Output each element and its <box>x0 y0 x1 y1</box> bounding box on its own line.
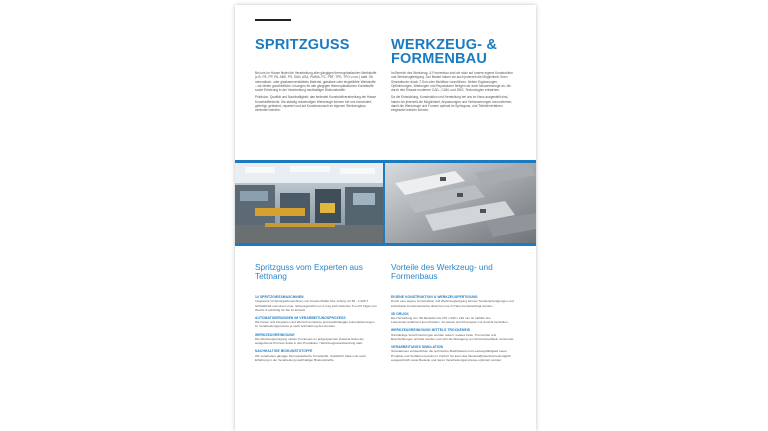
top-accent-bar <box>255 19 291 21</box>
spritzguss-intro-p2: Präzision, Qualität und Nachhaltigkeit: das bedeutet Kunststoffverarbeitung bei Hasse Kunststofftechnik. Die ständig notwendigen Werkzeuge können bei uns konstruiert, gefertigt, geändert, repariert und auf Kundenwunsch im eigenen Werkzeugbau verändert werden. <box>255 95 376 113</box>
section-body: Insgesamt 14 Spritzgießmaschinen von Krauss Maffei bzw. Arburg mit 50 - 1.000 T Schließkraft und einem max. Schussgewicht von 2,4 kg sind zwischen 5 und 6 Tagen pro Woche 3-schichtig für Sie im Einsatz. <box>255 299 377 312</box>
factory-hall-illustration <box>235 163 383 243</box>
section-body: Simulationen verdeutlichen die technische Machbarkeit und Leistungsfähigkeit neuer Produkte und Verfahren bereits im Vorfeld. So kann das Werkstoffpotenzial bestmöglich ausgeschöpft sowie Bauteile und deren Verarbeitungsprozesse optimiert werden. <box>391 349 511 362</box>
section-title: WERKZEUGREINIGUNG MITTELS TROCKENEIS <box>391 328 471 333</box>
section-block <box>255 349 377 362</box>
section-block <box>391 295 515 308</box>
werkzeugbau-intro <box>391 71 515 113</box>
spritzguss-intro-p1: Bei uns im Hause findet die Verarbeitung aller gängigen thermoplastischen Werkstoffe (z.B. PE, PP, PA, ABS, PS, SAN, ASA, PMMA, PC, PBT, TPE, TPO u.v.m.) statt. Ob mineralisch- oder glasfaserverstärktes Material, glasklare oder eingefärbte Werkstoffe – wir bieten ganzheitliche Lösungen für alle gängigen thermoplastischen Kunststoffe sowie Erfahrung in der Verarbeitung nachhaltiger Biokunststoffe. <box>255 71 377 93</box>
section-block <box>255 333 377 346</box>
section-body: Wir verarbeiten gängige thermoplastische Kunststoffe. Zusätzlich haben wir auch Erfahrung in der Verarbeitung nachhaltiger Biokunststoffe. <box>255 353 366 362</box>
section-body: Durch eine eigene Konstruktion und Werkzeugfertigung können Sonderanfertigungen und individuelle Kundenwünsche direkt bei uns im Haus berücksichtigt werden. <box>391 299 514 308</box>
section-title: WERKZEUGREINIGUNG <box>255 332 295 337</box>
werkzeugbau-heading-line1: WERKZEUG- & <box>391 37 498 53</box>
section-body: Wir bauen und integrieren auf Wunsch komplexe prozessabhängige Automatisierungen im Verarbeitungsprozess je nach Anforderung des Kunden. <box>255 320 375 329</box>
section-block <box>255 295 377 312</box>
section-block <box>391 328 515 341</box>
factory-hall-photo <box>235 160 383 246</box>
spritzguss-subtitle: Spritzguss vom Experten aus Tettnang <box>255 262 363 281</box>
section-block <box>391 312 515 325</box>
section-body: Die Werkzeugreinigung mittels Trockeneis im aufgespannten Zustand findet als weitgehende Prozess direkt in den Produktion / Werkzeuginstandsetzung statt. <box>255 336 364 346</box>
metal-parts-photo <box>385 160 536 246</box>
werkzeugbau-intro-p2: Da die Entwicklung, Konstruktion und Herstellung bei uns im Haus ausgestellt sind, haben wir jederzeit die Möglichkeit, Anpassungen und Verbesserungen vorzunehmen, damit die Werkzeuge und Formen optimal im Spritzguss- und Tiefziehverfahren eingesetzt werden können. <box>391 95 513 113</box>
section-title: EIGENE KONSTRUKTION & WERKZEUGFERTIGUNG <box>391 295 478 299</box>
metal-parts-illustration <box>385 163 536 243</box>
werkzeugbau-heading-line2: FORMENBAU <box>391 51 488 67</box>
werkzeugbau-intro-p1: Im Bereich des Werkzeug- & Formenbau sind wir stolz auf unsere eigene Konstruktion und Werkzeugfertigung. Der Bedarf haben wir auch jederzeit die Möglichkeit, Ihren Simulationen durch T-Son oder Moldflow vorzuführen. Neben Ergänzungen, Optimierungen, Wartungen und Reparaturen fertigen wir auch Neuwerkzeuge an, die durch den Einsatz moderner CAD-, CAM- und DNS- Technologien entstehen. <box>391 71 513 93</box>
section-title: NACHHALTIGE BIOKUNSTSTOFFE <box>255 349 313 354</box>
section-title: 3D DRUCK <box>391 311 409 316</box>
section-title: VERARBEITUNGS SIMULATION <box>391 345 444 350</box>
spritzguss-heading: SPRITZGUSS <box>255 37 350 53</box>
werkzeugbau-heading <box>391 38 497 66</box>
brochure-page <box>235 5 536 431</box>
spritzguss-sections <box>255 295 377 366</box>
section-title: 14 SPRITZGIESSMASCHINEN <box>255 295 304 299</box>
section-body: Die Herstellung von 3D-Modellen bis 270 x 290 x 210 mm ist mithilfe des Lasersinterverfahrens kein Problem. So lassen sich Prototypen zur Ansicht herstellen. <box>391 316 509 325</box>
section-block <box>255 316 377 329</box>
werkzeugbau-sections <box>391 295 515 366</box>
section-body: Hartnäckige Verschmutzungen werden rasiert, sodass Fette, Trennmittel und Beschichtungen spürbar werden und sich die Abtragung von Schmutzpartikeln verwendet. <box>391 332 515 341</box>
section-block <box>391 345 515 362</box>
spritzguss-intro <box>255 71 377 113</box>
section-title: AUTOMATISIERUNGEN IM VERARBEITUNGSPROZESS <box>255 315 346 320</box>
werkzeugbau-subtitle: Vorteile des Werkzeug- und Formenbaus <box>391 262 493 281</box>
